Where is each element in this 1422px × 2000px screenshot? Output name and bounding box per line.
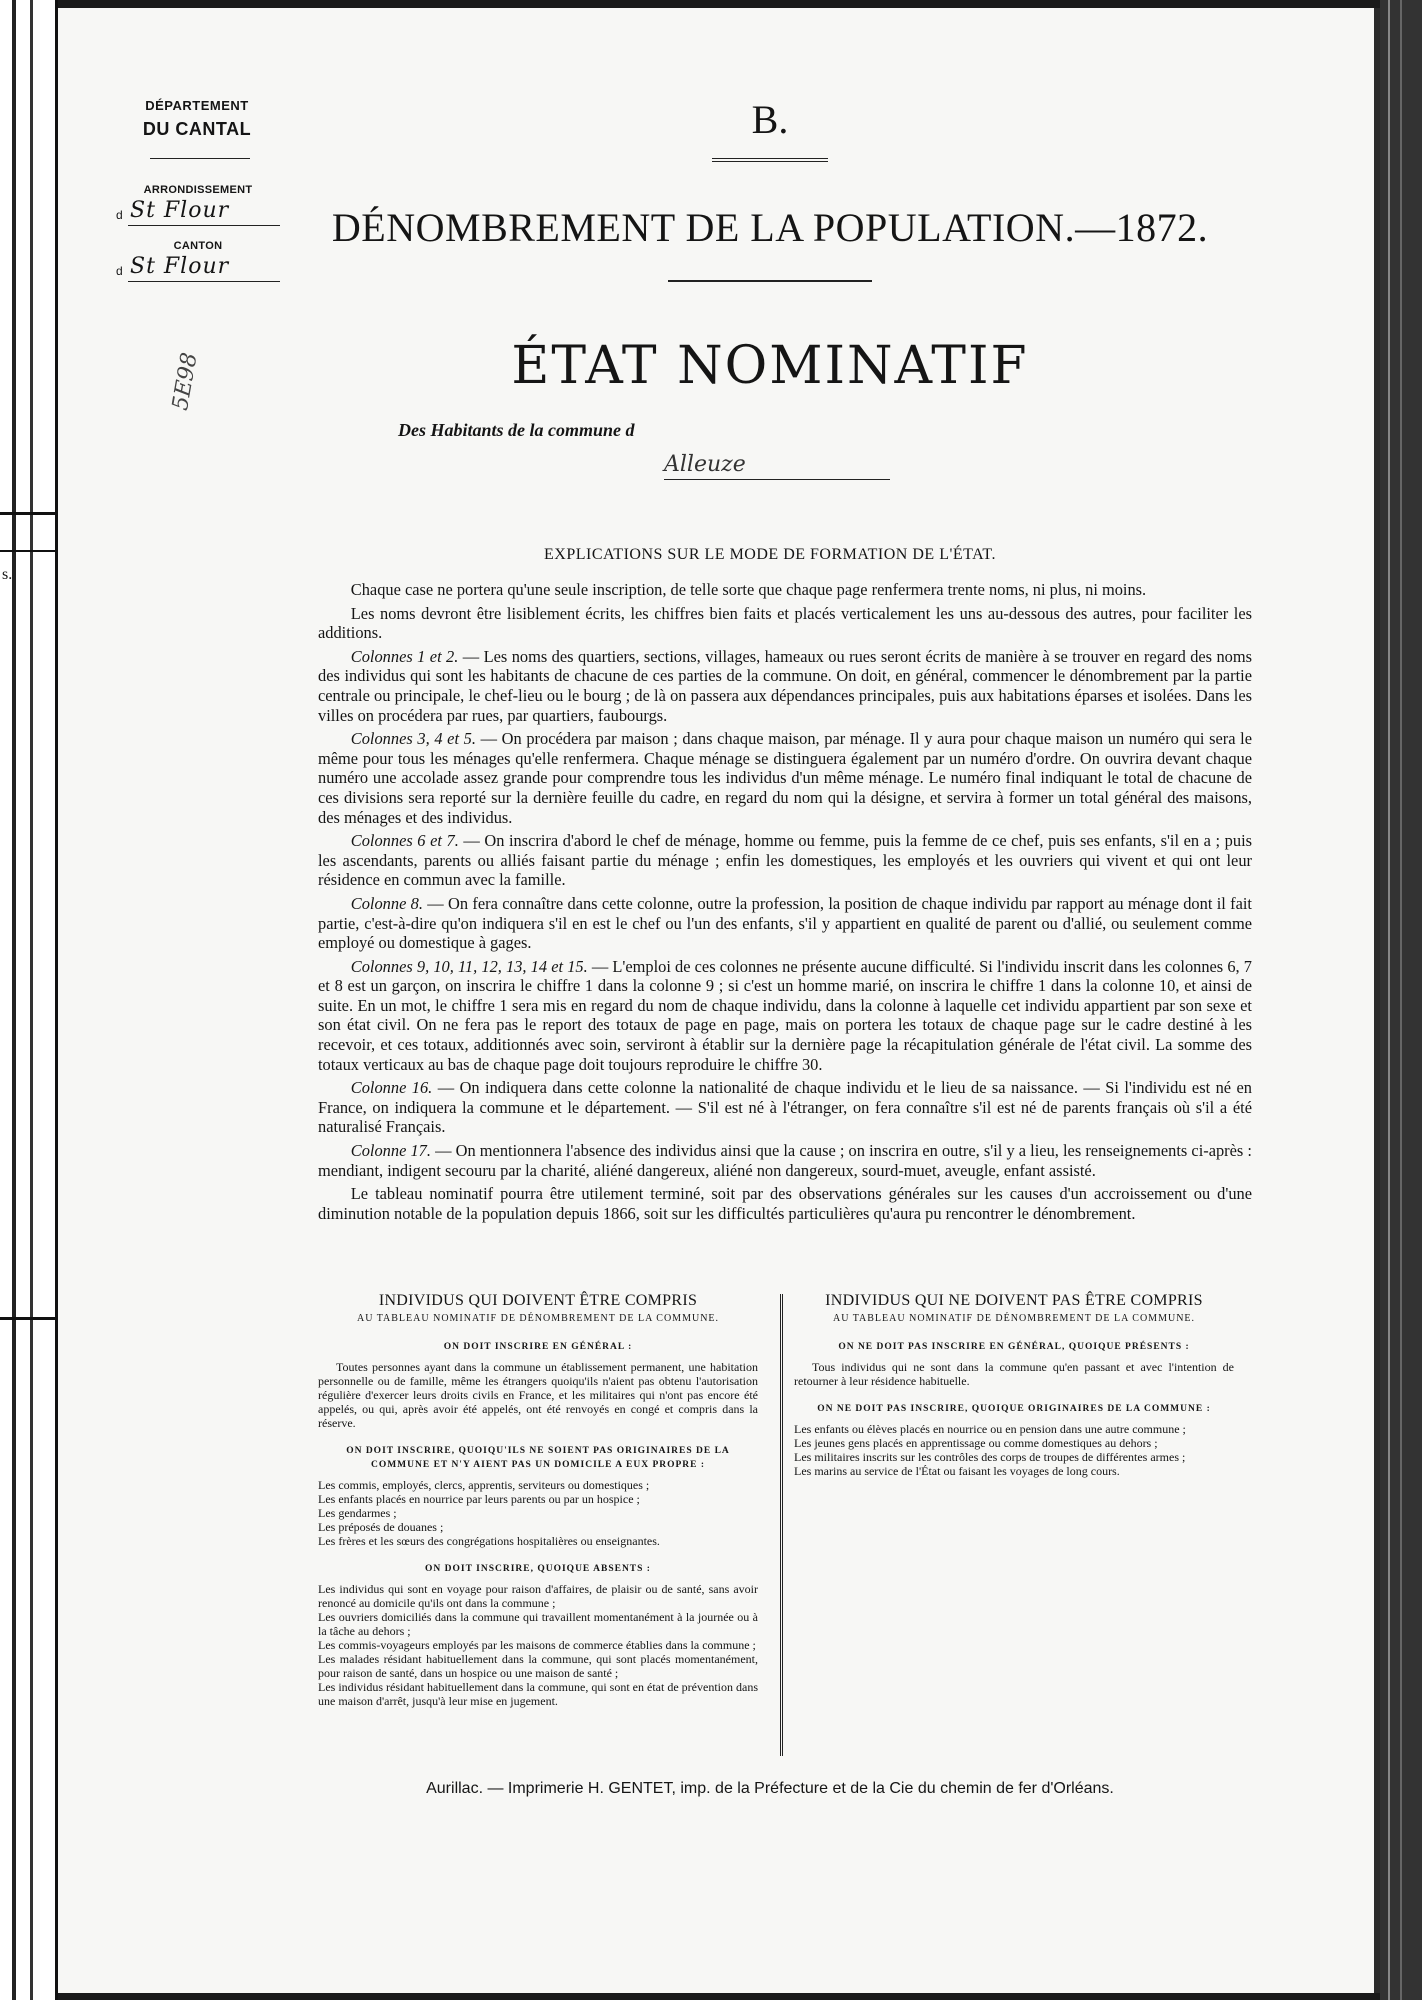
list-item: Les gendarmes ;	[318, 1506, 397, 1520]
inclusion-columns	[318, 1294, 1252, 1764]
explanation-paragraph	[318, 831, 1252, 890]
explanation-paragraph	[318, 647, 1252, 725]
page-edge	[1380, 0, 1422, 2000]
archive-number: 5E98	[168, 350, 203, 413]
arrondissement-prefix: d	[116, 208, 123, 222]
explanation-text: — On mentionnera l'absence des individus ainsi que la cause ; on inscrira en outre, s'il y a lieu, les renseignements ci-après : mendiant, indigent secouru par la charité, aliéné dangereux, aliéné non dangereux, sourd-muet, aveugle, enfant assisté.	[318, 1141, 1252, 1180]
section-heading: ON DOIT INSCRIRE EN GÉNÉRAL :	[443, 1342, 633, 1352]
explanations-heading: EXPLICATIONS SUR LE MODE DE FORMATION DE L'ÉTAT.	[544, 546, 996, 563]
form-letter: B.	[751, 97, 789, 142]
explanation-text: — On procédera par maison ; dans chaque maison, par ménage. Il y aura pour chaque maison un numéro qui sera le même pour tous les ménages qu'elle renfermera. Chaque ménage se distinguera également par un numéro d'ordre. On ouvrira devant chaque numéro une accolade assez grande pour comprendre tous les individus d'un même ménage. Le numéro final indiquant le total de chacune de ces divisions sera reporté sur la dernière feuille du cadre, en regard du nom qui la désigne, et servira à former un total général des maisons, des ménages et des individus.	[318, 729, 1253, 827]
explanation-paragraph	[318, 957, 1252, 1075]
list-item: Les commis-voyageurs employés par les maisons de commerce établies dans la commune ;	[318, 1638, 756, 1652]
canton-handwriting: St Flour	[130, 254, 230, 279]
included-heading: INDIVIDUS QUI DOIVENT ÊTRE COMPRIS	[378, 1292, 698, 1309]
binding-strip	[0, 0, 58, 2000]
explanation-paragraph	[318, 729, 1252, 827]
list-item: Les commis, employés, clercs, apprentis, serviteurs ou domestiques ;	[318, 1478, 650, 1492]
explanation-text: — On inscrira d'abord le chef de ménage, homme ou femme, puis la femme de ce chef, puis ses enfants, s'il en a ; puis les ascendants, parents ou alliés faisant partie du ménage ; enfin les domestiques, les employés et les ouvriers qui vivent et qui ont leur résidence en commun avec la famille.	[318, 831, 1253, 890]
explanation-text: — L'emploi de ces colonnes ne présente aucune difficulté. Si l'individu inscrit dans les colonnes 6, 7 et 8 est un garçon, on inscrira le chiffre 1 dans la colonne 9 ; si c'est un homme marié, on inscrira le chiffre 1 dans la colonne 10, et ainsi de suite. En un mot, le chiffre 1 sera mis en regard du nom de chaque individu, dans la colonne à laquelle cet individu appartient par son sexe et son état civil. On ne fera pas le report des totaux de page en page, mais on portera les totaux de chaque page sur le cadre destiné à les recevoir, et ces totaux, additionnés avec soin, serviront à établir sur la dernière page la récapitulation générale de l'état civil. La somme des totaux verticaux au bas de chaque page doit toujours reproduire le chiffre 30.	[318, 956, 1252, 1074]
list-item: Les militaires inscrits sur les contrôles des corps de troupes de différentes armes ;	[794, 1450, 1186, 1464]
section-heading: ON NE DOIT PAS INSCRIRE, QUOIQUE ORIGINAIRES DE LA COMMUNE :	[817, 1404, 1211, 1414]
list-item: Les malades résidant habituellement dans la commune, qui sont placés momentanément, pour raison de santé, dans un hospice ou une maison de santé ;	[318, 1652, 758, 1680]
explanation-text: — On indiquera dans cette colonne la nationalité de chaque individu et le lieu de sa naissance. — Si l'individu est né en France, on indiquera la commune et le département. — S'il est né à l'étranger, on fera connaître s'il est né de parents français où s'il a été naturalisé Français.	[318, 1078, 1252, 1137]
section-heading: ON NE DOIT PAS INSCRIRE EN GÉNÉRAL, QUOIQUE PRÉSENTS :	[838, 1342, 1190, 1352]
departement-block	[132, 98, 262, 140]
list-item: Les individus résidant habituellement dans la commune, qui sont en état de prévention dans une maison d'arrêt, jusqu'à leur mise en jugement.	[318, 1680, 758, 1708]
column-ref: Colonne 16.	[350, 1078, 433, 1098]
binding-tab	[0, 512, 56, 1320]
list-item: Les enfants ou élèves placés en nourrice ou en pension dans une autre commune ;	[794, 1422, 1186, 1436]
title-rule	[668, 280, 872, 282]
column-ref: Colonnes 9, 10, 11, 12, 13, 14 et 15.	[350, 956, 588, 976]
list-item: Les ouvriers domiciliés dans la commune qui travaillent momentanément à la journée ou à la tâche au dehors ;	[318, 1610, 758, 1638]
excluded-column	[794, 1294, 1234, 1478]
list-item: Les enfants placés en nourrice par leurs parents ou par un hospice ;	[318, 1492, 640, 1506]
list-item: Les préposés de douanes ;	[318, 1520, 444, 1534]
column-ref: Colonnes 6 et 7.	[350, 831, 459, 851]
explanation-text: — Les noms des quartiers, sections, villages, hameaux ou rues seront écrits de manière à se trouver en regard des noms des individus qui sont les habitants de chacune de ces parties de la commune. On doit, en général, commencer le dénombrement par la partie centrale ou principale, le chef-lieu ou le bourg ; de là on passera aux dépendances principales, puis aux habitations éparses et isolées. Dans les villes on procédera par rues, par quartiers, faubourgs.	[318, 646, 1253, 725]
included-column	[318, 1294, 758, 1708]
included-subheading: AU TABLEAU NOMINATIF DE DÉNOMBREMENT DE LA COMMUNE.	[356, 1313, 720, 1324]
column-ref: Colonne 8.	[350, 893, 423, 913]
canton-block	[116, 240, 280, 284]
departement-label: DÉPARTEMENT	[145, 98, 249, 113]
section-heading: ON DOIT INSCRIRE, QUOIQU'ILS NE SOIENT PAS ORIGINAIRES DE LA COMMUNE ET N'Y AIENT PAS UN DOMICILE A EUX PROPRE :	[346, 1446, 730, 1470]
commune-label: Des Habitants de la commune d	[398, 420, 635, 440]
commune-handwriting: Alleuze	[664, 452, 746, 477]
page-subtitle: ÉTAT NOMINATIF	[511, 336, 1029, 396]
printer-imprint: Aurillac. — Imprimerie H. GENTET, imp. de la Préfecture et de la Cie du chemin de fer d'Orléans.	[426, 1780, 1114, 1797]
page-title: DÉNOMBREMENT DE LA POPULATION.—1872.	[331, 205, 1209, 250]
excluded-heading: INDIVIDUS QUI NE DOIVENT PAS ÊTRE COMPRIS	[825, 1292, 1203, 1309]
explanation-paragraph	[318, 1141, 1252, 1180]
departement-name: DU CANTAL	[142, 119, 252, 139]
column-ref: Colonnes 1 et 2.	[350, 646, 459, 666]
list-item: Les jeunes gens placés en apprentissage ou comme domestiques au dehors ;	[794, 1436, 1158, 1450]
excluded-subheading: AU TABLEAU NOMINATIF DE DÉNOMBREMENT DE LA COMMUNE.	[832, 1313, 1196, 1324]
arrondissement-handwriting: St Flour	[130, 198, 230, 223]
list-item: Les frères et les sœurs des congrégations hospitalières ou enseignantes.	[318, 1534, 660, 1548]
explanation-paragraph: Chaque case ne portera qu'une seule inscription, de telle sorte que chaque page renfermera trente noms, ni plus, ni moins.	[350, 580, 1147, 599]
explanation-text: — On fera connaître dans cette colonne, outre la profession, la position de chaque individu par rapport au ménage dont il fait partie, c'est-à-dire qu'on indiquera s'il en est le chef ou l'un des enfants, s'il y appartient en qualité de parent ou d'allié, ou seulement comme employé ou domestique à gages.	[318, 893, 1252, 953]
departement-rule	[150, 158, 250, 159]
column-ref: Colonne 17.	[350, 1141, 431, 1161]
explanations-body	[318, 580, 1252, 1227]
explanation-paragraph: Le tableau nominatif pourra être utilement terminé, soit par des observations générales sur les causes d'un accroissement ou d'une diminution notable de la population depuis 1866, soit sur les difficultés particulières qu'aura pu rencontrer le dénombrement.	[318, 1184, 1252, 1223]
binding-tab-text: s.	[2, 566, 13, 583]
explanation-paragraph	[318, 894, 1252, 953]
list-item: Les individus qui sont en voyage pour raison d'affaires, de plaisir ou de santé, sans avoir renoncé au domicile qu'ils ont dans la commune ;	[318, 1582, 758, 1610]
list-item: Les marins au service de l'État ou faisant les voyages de long cours.	[794, 1464, 1120, 1478]
canton-label: CANTON	[173, 240, 223, 252]
section-text: Toutes personnes ayant dans la commune un établissement permanent, une habitation personnelle ou de famille, même les étrangers quoiqu'ils n'aient pas obtenu l'autorisation régulière d'exercer leurs droits civils en France, et les militaires qui n'ont pas encore été appelés, ou qui, après avoir été appelés, ont été renvoyés en congé et compris dans la réserve.	[318, 1360, 758, 1430]
column-divider	[780, 1294, 783, 1756]
commune-underline	[664, 479, 890, 480]
explanation-paragraph: Les noms devront être lisiblement écrits, les chiffres bien faits et placés verticalement les uns au-dessous des autres, pour faciliter les additions.	[318, 603, 1252, 643]
canton-prefix: d	[116, 264, 123, 278]
section-heading: ON DOIT INSCRIRE, QUOIQUE ABSENTS :	[425, 1564, 651, 1574]
arrondissement-label: ARRONDISSEMENT	[143, 184, 253, 196]
column-ref: Colonnes 3, 4 et 5.	[350, 729, 476, 749]
explanation-paragraph	[318, 1078, 1252, 1137]
arrondissement-block	[116, 184, 280, 228]
letter-rule	[712, 158, 828, 162]
section-text: Tous individus qui ne sont dans la commune qu'en passant et avec l'intention de retourner à leur résidence habituelle.	[794, 1360, 1234, 1388]
